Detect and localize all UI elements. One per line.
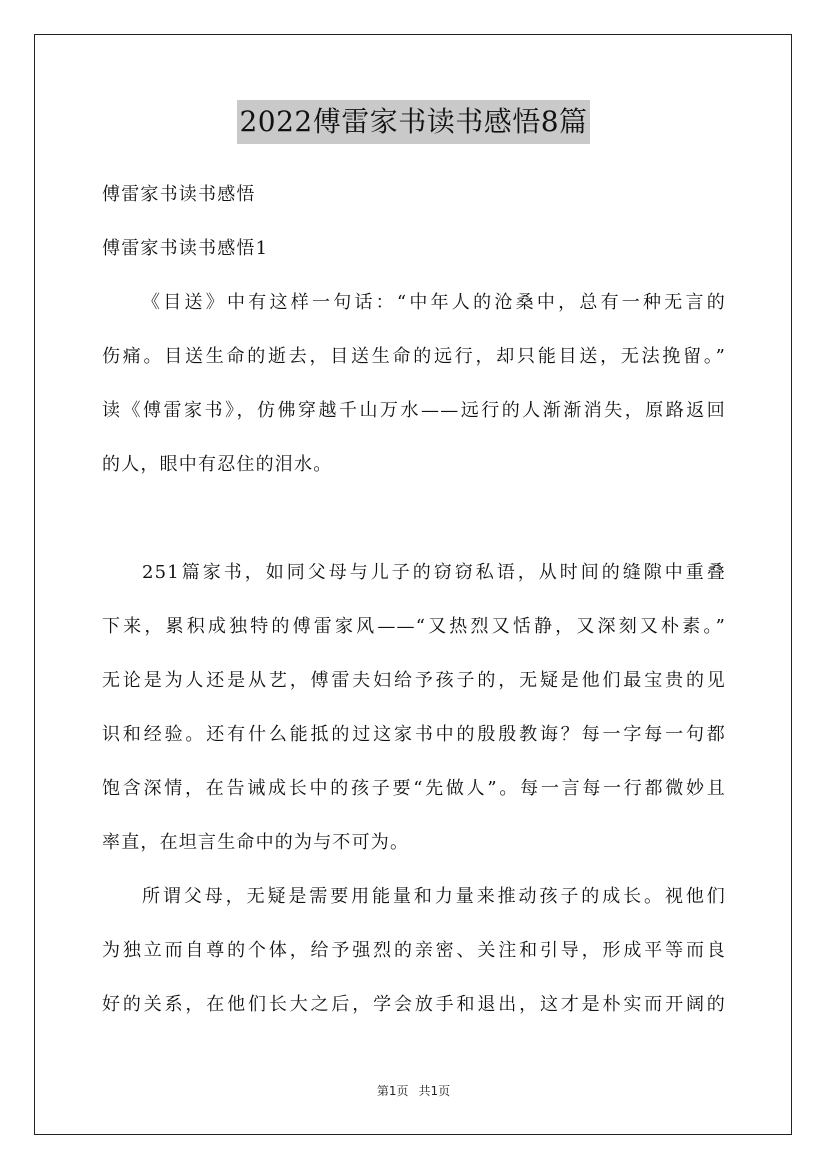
document-body (102, 168, 726, 1032)
blank-line (102, 492, 726, 546)
document-title: 2022傅雷家书读书感悟8篇 (237, 100, 589, 144)
text-line: 的人，眼中有忍住的泪水。 (102, 454, 333, 475)
text-line: 饱含深情，在告诫成长中的孩子要“先做人”。每一言每一行都微妙且 (102, 778, 726, 799)
text-line: 识和经验。还有什么能抵的过这家书中的殷殷教诲？每一字每一句都 (102, 724, 726, 745)
text-line: 所谓父母，无疑是需要用能量和力量来推动孩子的成长。视他们 (142, 886, 726, 907)
text-line: 好的关系，在他们长大之后，学会放手和退出，这才是朴实而开阔的 (102, 994, 726, 1015)
text-line: 傅雷家书读书感悟1 (102, 238, 269, 259)
text-line: 伤痛。目送生命的逝去，目送生命的远行，却只能目送，无法挽留。” (102, 346, 726, 367)
page-total: 共1页 (418, 1084, 451, 1098)
page-footer (0, 1082, 827, 1099)
text-line: 下来，累积成独特的傅雷家风——“又热烈又恬静，又深刻又朴素。” (102, 616, 726, 637)
text-line: 《目送》中有这样一句话：“中年人的沧桑中，总有一种无言的 (142, 292, 726, 313)
text-line: 为独立而自尊的个体，给予强烈的亲密、关注和引导，形成平等而良 (102, 940, 726, 961)
text-line: 读《傅雷家书》，仿佛穿越千山万水——远行的人渐渐消失，原路返回 (102, 400, 726, 421)
title-container (0, 100, 827, 144)
text-line: 无论是为人还是从艺，傅雷夫妇给予孩子的，无疑是他们最宝贵的见 (102, 670, 726, 691)
text-line: 傅雷家书读书感悟 (102, 184, 256, 205)
text-line: 率直，在坦言生命中的为与不可为。 (102, 832, 410, 853)
text-line: 251篇家书，如同父母与儿子的窃窃私语，从时间的缝隙中重叠 (142, 562, 726, 583)
page-number: 第1页 (376, 1084, 409, 1098)
